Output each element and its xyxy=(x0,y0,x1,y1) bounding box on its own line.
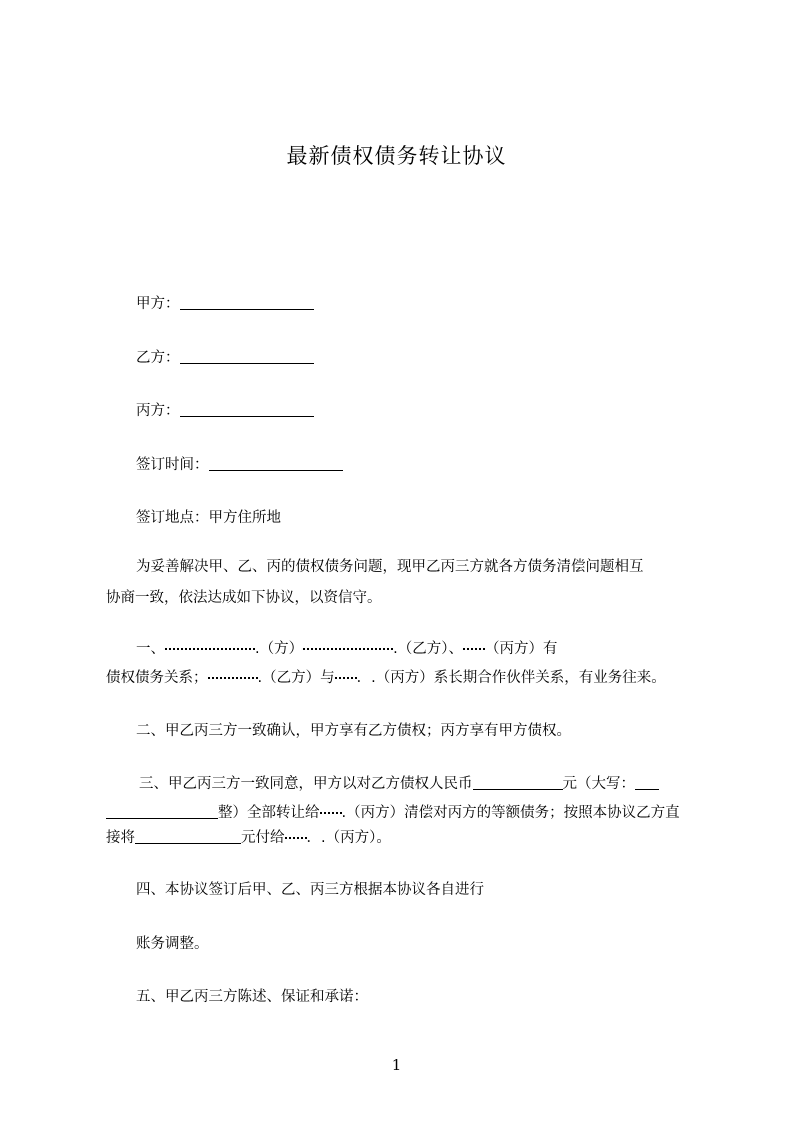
party-yi-line xyxy=(136,346,314,367)
clause-3-text-f: 元付给 xyxy=(241,830,285,846)
party-bing-label: 丙方： xyxy=(136,403,180,419)
page-number: 1 xyxy=(391,1056,402,1074)
clause-1-prefix: 一、 xyxy=(136,641,165,657)
clause-4-line-2: 账务调整。 xyxy=(136,936,209,952)
clause-1-yi-blank[interactable] xyxy=(303,641,393,650)
preamble-paragraph xyxy=(106,552,706,614)
clause-3-text-d: .（丙方）清偿对丙方的等额债务；按照本协议乙方直 xyxy=(341,805,680,821)
clause-3-bing-blank[interactable] xyxy=(320,805,342,814)
clause-1-bing2-blank[interactable] xyxy=(335,670,357,679)
clause-3-text-c: 整）全部转让给 xyxy=(218,805,320,821)
clause-3-amount-blank[interactable] xyxy=(473,775,563,790)
clause-1-yi-text: .（乙方）、 xyxy=(393,641,463,657)
clause-1-yi2-text: .（乙方）与 xyxy=(257,670,335,686)
sign-time-blank[interactable] xyxy=(209,456,343,471)
clause-3-text-a: 三、甲乙丙三方一致同意，甲方以对乙方债权人民币 xyxy=(139,776,473,792)
clause-1-jia-text: .（方） xyxy=(255,641,304,657)
document-title: 最新债权债务转让协议 xyxy=(286,144,507,168)
sign-place-line xyxy=(136,506,281,527)
clause-5: 五、甲乙丙三方陈述、保证和承诺： xyxy=(136,989,368,1005)
clause-1-line-2 xyxy=(106,666,666,687)
clause-1-partner-text: ．.（丙方）系长期合作伙伴关系，有业务往来。 xyxy=(356,670,666,686)
clause-3-text-b: 元（大写： xyxy=(562,776,635,792)
clause-3-text-g: ．.（丙方）。 xyxy=(306,830,391,846)
clause-4-line-1: 四、本协议签订后甲、乙、丙三方根据本协议各自进行 xyxy=(136,882,484,898)
party-bing-blank[interactable] xyxy=(180,402,314,417)
clause-3-line-2 xyxy=(106,801,680,822)
clause-1-relation-text: 债权债务关系； xyxy=(106,670,208,686)
party-jia-line xyxy=(136,292,314,313)
clause-1-bing-text: （丙方）有 xyxy=(484,641,558,657)
party-jia-blank[interactable] xyxy=(180,295,314,310)
clause-1-bing-blank[interactable] xyxy=(463,641,485,650)
clause-3-capital-blank[interactable] xyxy=(635,775,659,790)
clause-1-jia-blank[interactable] xyxy=(165,641,255,650)
party-bing-line xyxy=(136,399,314,420)
party-yi-label: 乙方： xyxy=(136,350,180,366)
clause-3-line-1 xyxy=(139,772,659,793)
preamble-line-1: 为妥善解决甲、乙、丙的债权债务问题，现甲乙丙三方就各方债务清偿问题相互 xyxy=(136,559,644,575)
clause-3-capital-blank-2[interactable] xyxy=(106,804,218,819)
clause-3-text-e: 接将 xyxy=(106,830,135,846)
preamble-line-2: 协商一致，依法达成如下协议，以资信守。 xyxy=(106,590,382,606)
clause-3-amount2-blank[interactable] xyxy=(135,829,241,844)
sign-time-line xyxy=(136,453,343,474)
party-jia-label: 甲方： xyxy=(136,296,180,312)
clause-1-yi2-blank[interactable] xyxy=(208,670,258,679)
clause-2: 二、甲乙丙三方一致确认，甲方享有乙方债权；丙方享有甲方债权。 xyxy=(136,723,571,739)
sign-place-label: 签订地点： xyxy=(136,510,209,526)
clause-1-line-1 xyxy=(136,637,557,658)
clause-3-bing2-blank[interactable] xyxy=(285,830,307,839)
clause-3-line-3 xyxy=(106,826,391,847)
sign-place-value: 甲方住所地 xyxy=(208,510,281,526)
party-yi-blank[interactable] xyxy=(180,349,314,364)
sign-time-label: 签订时间： xyxy=(136,457,209,473)
